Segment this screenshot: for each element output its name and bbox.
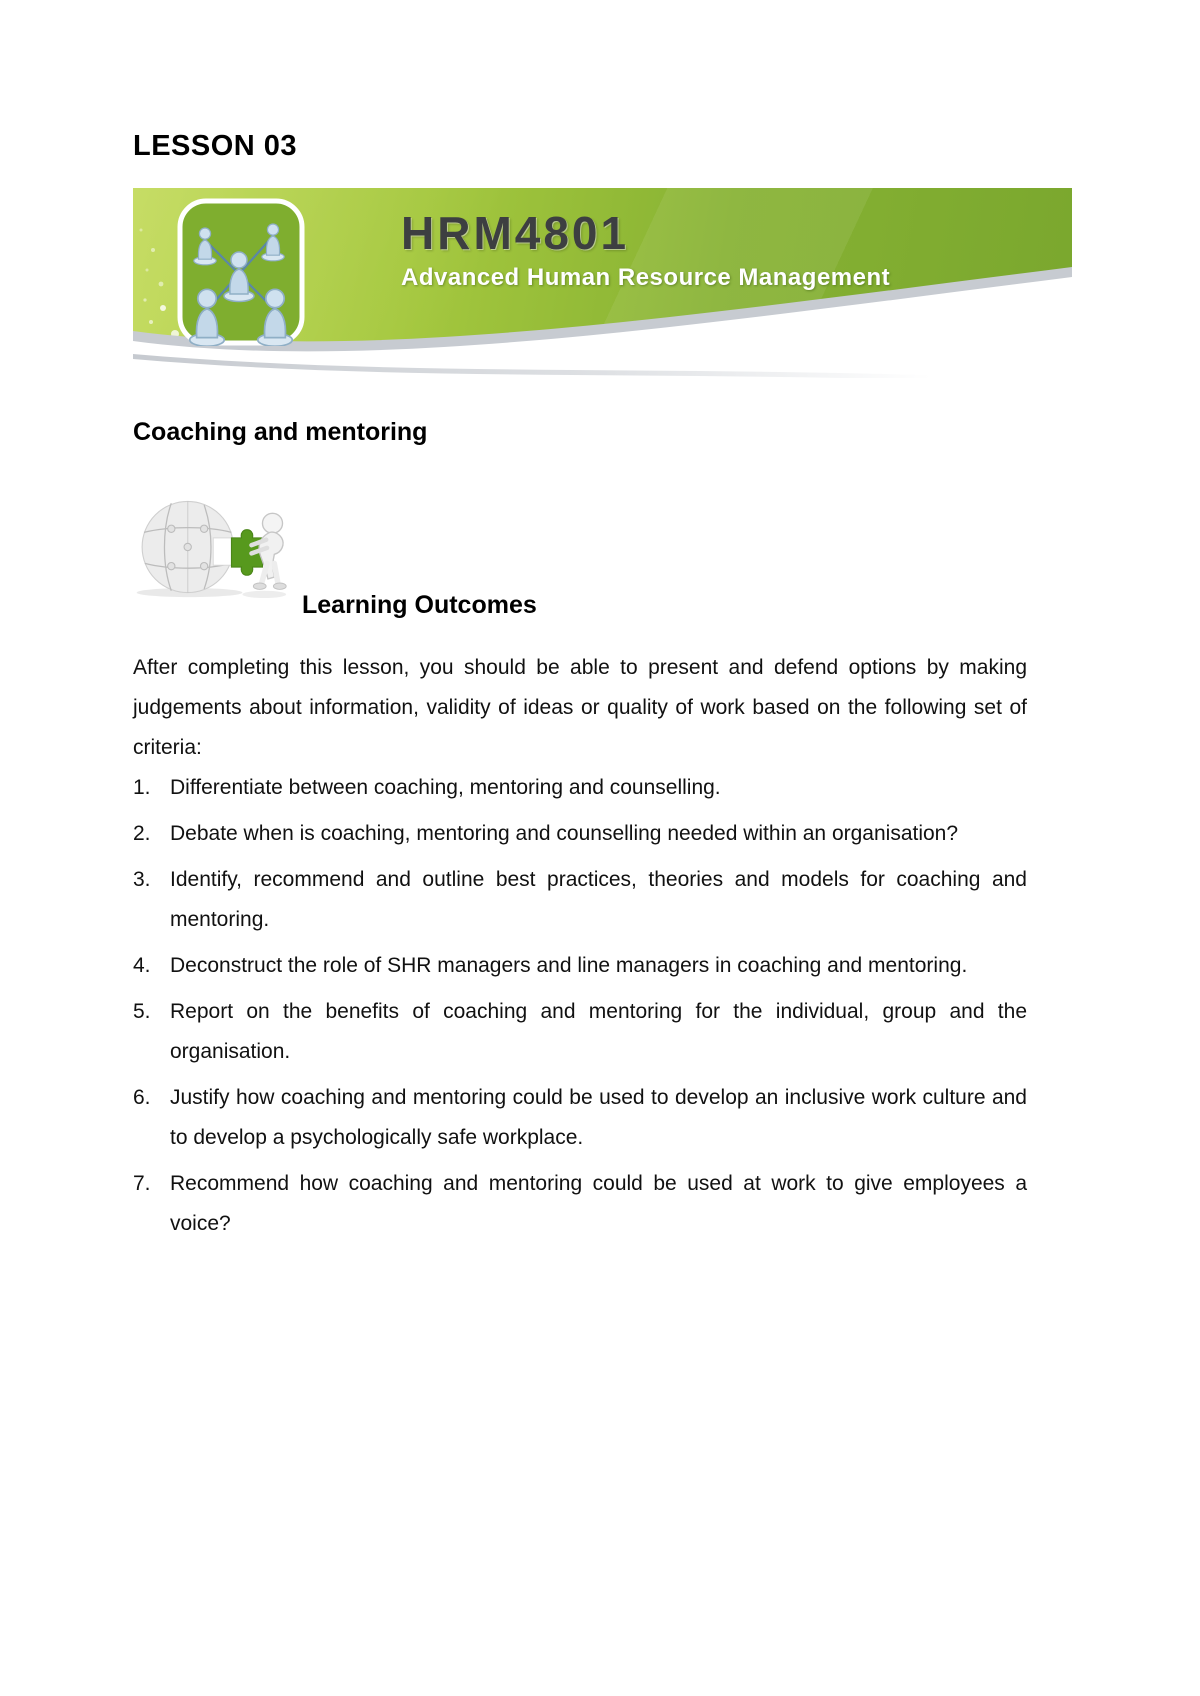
outcome-item-number: 6.	[133, 1086, 151, 1109]
outcome-item-number: 1.	[133, 776, 151, 799]
outcome-item-number: 3.	[133, 868, 151, 891]
lesson-heading: LESSON 03	[133, 130, 298, 162]
puzzle-figure-icon	[133, 488, 288, 606]
banner-text-block	[401, 206, 890, 292]
outcome-item-7	[133, 1164, 1027, 1244]
outcome-item-6	[133, 1078, 1027, 1158]
outcome-item-number: 5.	[133, 1000, 151, 1023]
outcome-item-2	[133, 814, 1027, 854]
outcome-item-text: Differentiate between coaching, mentoring and counselling.	[170, 776, 721, 799]
learning-outcomes-heading: Learning Outcomes	[302, 591, 537, 619]
network-people-icon	[177, 198, 305, 346]
course-title: Advanced Human Resource Management	[401, 264, 891, 291]
outcomes-intro-paragraph: After completing this lesson, you should be able to present and defend options by making judgements about information, validity of ideas or quality of work based on the following set of criteria:	[133, 656, 1027, 759]
outcome-item-number: 7.	[133, 1172, 151, 1195]
outcome-item-5	[133, 992, 1027, 1072]
outcome-item-text: Deconstruct the role of SHR managers and line managers in coaching and mentoring.	[170, 954, 968, 977]
outcome-item-number: 4.	[133, 954, 151, 977]
outcome-item-1	[133, 768, 1027, 808]
outcome-item-text: Recommend how coaching and mentoring could be used at work to give employees a voice?	[170, 1172, 1027, 1235]
learning-outcomes-header	[133, 488, 537, 619]
outcome-item-text: Identify, recommend and outline best practices, theories and models for coaching and mentoring.	[170, 868, 1027, 931]
course-banner	[133, 188, 1072, 378]
section-heading: Coaching and mentoring	[133, 418, 428, 446]
course-code: HRM4801	[401, 207, 630, 259]
outcome-item-text: Debate when is coaching, mentoring and counselling needed within an organisation?	[170, 822, 959, 845]
outcome-item-4	[133, 946, 1027, 986]
outcome-item-text: Justify how coaching and mentoring could be used to develop an inclusive work culture and to develop a psychologically safe workplace.	[170, 1086, 1027, 1149]
outcome-item-number: 2.	[133, 822, 151, 845]
outcomes-list	[133, 768, 1027, 1250]
outcome-item-text: Report on the benefits of coaching and mentoring for the individual, group and the organisation.	[170, 1000, 1027, 1063]
outcome-item-3	[133, 860, 1027, 940]
